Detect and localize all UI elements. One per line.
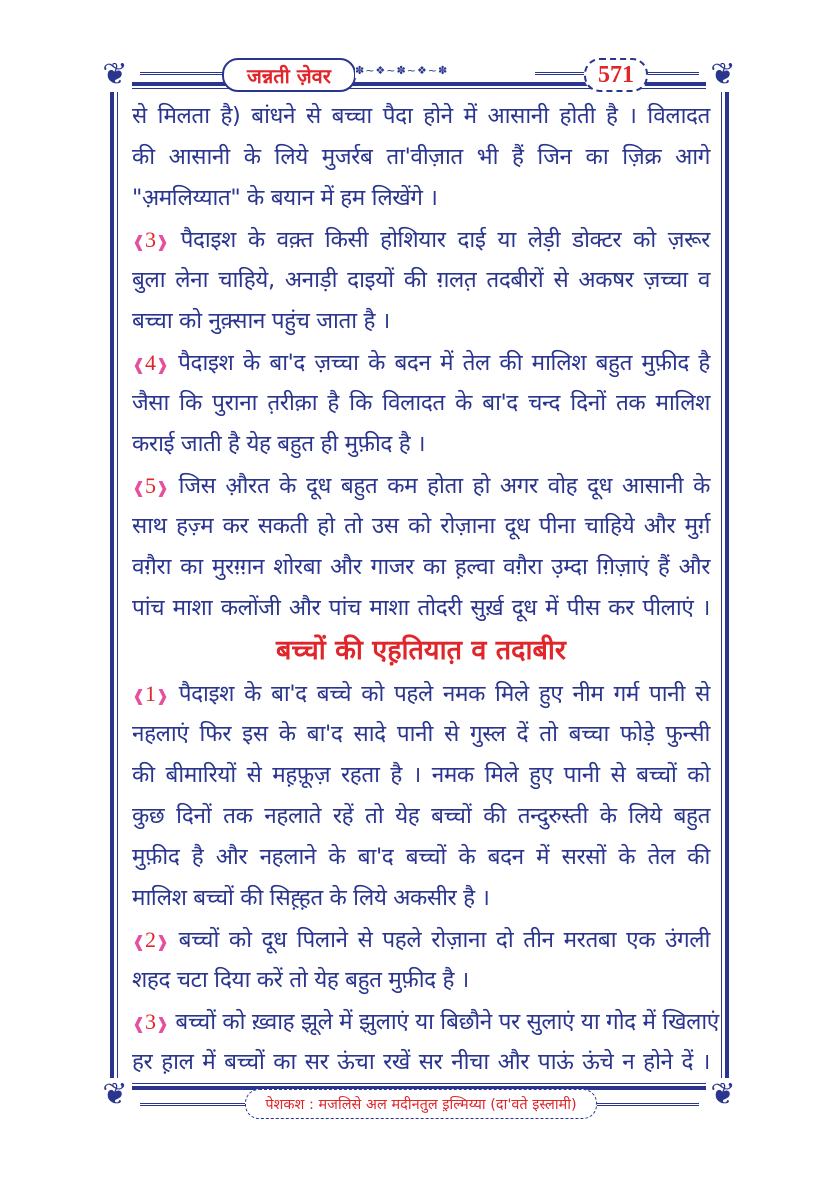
item-marker bbox=[132, 227, 169, 253]
corner-ornament-icon: ❦ bbox=[706, 1078, 740, 1112]
text-line: नहलाएं फिर इस के बा'द सादे पानी से गुस्ल दें तो बच्चा फोड़े फुन्सी bbox=[132, 721, 710, 747]
item-text: बच्चों को दूध पिलाने से पहले रोज़ाना दो तीन मरतबा एक उंगली bbox=[178, 927, 710, 953]
text-line: पांच माशा कलोंजी और पांच माशा तोदरी सुर्ख़ दूध में पीस कर पीलाएं । bbox=[132, 595, 710, 621]
numbered-item-first-line bbox=[132, 465, 710, 506]
item-number: 1 bbox=[145, 681, 156, 706]
footer-publisher-text: पेशकश : मजलिसे अल मदीनतुल इ़ल्मिय्या (दा'वते इस्लामी) bbox=[265, 1097, 577, 1113]
numbered-item-first-line bbox=[132, 1001, 719, 1042]
corner-ornament-icon: ❦ bbox=[98, 58, 132, 92]
text-line: वग़ैरा का मुरग़्ग़न शोरबा और गाजर का ह़ल्वा वग़ैरा उ़म्दा ग़िज़ाएं हैं और bbox=[132, 554, 710, 580]
bracket-right-icon: ❱ bbox=[155, 478, 169, 497]
bracket-left-icon: ❰ bbox=[132, 932, 146, 951]
text-line: "अ़मलिय्यात" के बयान में हम लिखेंगे । bbox=[132, 185, 438, 211]
item-text: पैदाइश के वक़्त किसी होशियार दाई या लेड़ी डोक्टर को ज़रूर bbox=[180, 227, 710, 253]
text-line: मुफ़ीद है और नहलाने के बा'द बच्चों के बदन में सरसों के तेल की bbox=[132, 844, 710, 870]
bracket-left-icon: ❰ bbox=[132, 232, 146, 251]
bracket-right-icon: ❱ bbox=[155, 932, 169, 951]
text-line: की बीमारियों से मह़फ़ूज़ रहता है । नमक मिले हुए पानी से बच्चों को bbox=[132, 762, 710, 788]
numbered-item-first-line bbox=[132, 919, 710, 960]
item-marker bbox=[132, 927, 169, 953]
page-number-cartouche bbox=[584, 58, 648, 92]
book-title-cartouche bbox=[222, 58, 356, 92]
item-marker bbox=[132, 1009, 169, 1035]
text-line: साथ हज़्म कर सकती हो तो उस को रोज़ाना दूध पीना चाहिये और मुर्ग़ bbox=[132, 513, 710, 539]
text-line: से मिलता है) बांधने से बच्चा पैदा होने में आसानी होती है । विलादत bbox=[132, 103, 710, 129]
text-line: शहद चटा दिया करें तो येह बहुत मुफ़ीद है । bbox=[132, 967, 469, 993]
item-marker bbox=[132, 350, 169, 376]
numbered-item-first-line bbox=[132, 673, 710, 714]
section-heading: बच्चों की एह़तियात़ व तदाबीर bbox=[276, 635, 566, 666]
text-line: बच्चा को नुक़्सान पहुंच जाता है । bbox=[132, 308, 390, 334]
text-line: मालिश बच्चों की सिह़्ह़त के लिये अकसीर है । bbox=[132, 885, 490, 911]
item-marker bbox=[132, 681, 169, 707]
book-title: जन्नती ज़ेवर bbox=[247, 63, 331, 88]
item-number: 5 bbox=[145, 473, 156, 498]
text-line: कराई जाती है येह बहुत ही मुफ़ीद है । bbox=[132, 431, 426, 457]
text-line: हर ह़ाल में बच्चों का सर ऊंचा रखें सर नीचा और पाऊं ऊंचे न होने दें । bbox=[132, 1049, 710, 1075]
item-number: 3 bbox=[145, 227, 156, 252]
bracket-left-icon: ❰ bbox=[132, 355, 146, 374]
text-line: बुला लेना चाहिये, अनाड़ी दाइयों की ग़लत़ तदबीरों से अकषर ज़च्चा व bbox=[132, 267, 710, 293]
item-number: 3 bbox=[145, 1009, 156, 1034]
item-text: पैदाइश के बा'द ज़च्चा के बदन में तेल की मालिश बहुत मुफ़ीद है bbox=[178, 350, 710, 376]
item-marker bbox=[132, 473, 169, 499]
bracket-right-icon: ❱ bbox=[155, 686, 169, 705]
text-line: जैसा कि पुराना त़रीक़ा है कि विलादत के बा'द चन्द दिनों तक मालिश bbox=[132, 390, 710, 416]
page-content bbox=[132, 96, 719, 1083]
numbered-item-first-line bbox=[132, 219, 710, 260]
item-number: 2 bbox=[145, 927, 156, 952]
item-number: 4 bbox=[145, 350, 156, 375]
corner-ornament-icon: ❦ bbox=[98, 1078, 132, 1112]
bracket-right-icon: ❱ bbox=[155, 232, 169, 251]
text-line: कुछ दिनों तक नहलाते रहें तो येह बच्चों की तन्दुरुस्ती के लिये बहुत bbox=[132, 803, 710, 829]
item-text: जिस औ़रत के दूध बहुत कम होता हो अगर वोह दूध आसानी के bbox=[178, 473, 710, 499]
header-ornament-icon: ✽~❖~✽~❖~✽ bbox=[355, 64, 535, 78]
item-text: पैदाइश के बा'द बच्चे को पहले नमक मिले हुए नीम गर्म पानी से bbox=[178, 681, 710, 707]
bracket-right-icon: ❱ bbox=[155, 355, 169, 374]
bracket-left-icon: ❰ bbox=[132, 478, 146, 497]
page-number: 571 bbox=[598, 61, 634, 88]
bracket-left-icon: ❰ bbox=[132, 686, 146, 705]
footer-cartouche bbox=[245, 1089, 597, 1119]
item-text: बच्चों को ख़्वाह झूले में झुलाएं या बिछौने पर सुलाएं या गोद में खिलाएं bbox=[175, 1009, 719, 1035]
text-line: की आसानी के लिये मुजर्रब ता'वीज़ात भी हैं जिन का ज़िक्र आगे bbox=[132, 144, 710, 170]
bracket-right-icon: ❱ bbox=[155, 1014, 169, 1033]
bracket-left-icon: ❰ bbox=[132, 1014, 146, 1033]
numbered-item-first-line bbox=[132, 342, 710, 383]
corner-ornament-icon: ❦ bbox=[706, 58, 740, 92]
